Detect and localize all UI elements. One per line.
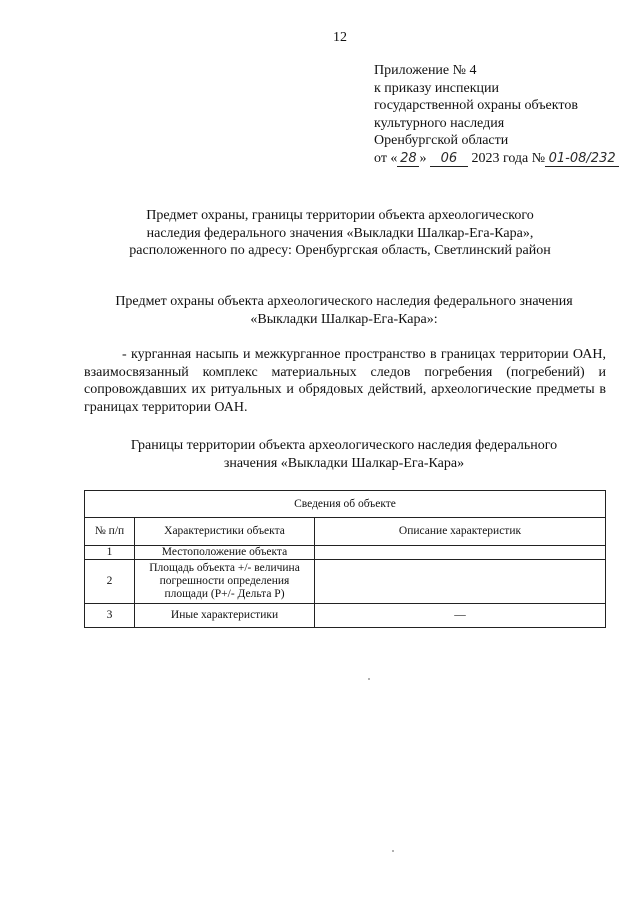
- row-description: [315, 560, 606, 604]
- appendix-line: Приложение № 4: [374, 63, 477, 78]
- row-number: 3: [85, 604, 135, 628]
- appendix-line: культурного наследия: [374, 115, 505, 131]
- table-caption-row: [85, 491, 606, 518]
- boundaries-heading: [84, 437, 604, 472]
- scan-speck: [392, 850, 394, 852]
- appendix-line: Оренбургской области: [374, 133, 509, 149]
- appendix-line: к приказу инспекции: [374, 80, 500, 96]
- boundaries-heading-line: Границы территории объекта археологического наследия федерального: [130, 438, 558, 453]
- title-line: Предмет охраны, границы территории объекта археологического: [146, 208, 534, 223]
- table-row: [85, 560, 606, 604]
- row-number: 1: [85, 546, 135, 560]
- row-description: [315, 546, 606, 560]
- row-description: —: [315, 604, 606, 628]
- appendix-line: государственной охраны объектов: [374, 98, 578, 114]
- table-header-row: [85, 518, 606, 546]
- document-title: [90, 207, 590, 260]
- protection-paragraph: [84, 346, 606, 416]
- header-characteristic: Характеристики объекта: [135, 518, 315, 546]
- appendix-block: [374, 62, 619, 168]
- subtitle-line: «Выкладки Шалкар-Ега-Кара»:: [250, 311, 438, 327]
- header-number: № п/п: [85, 518, 135, 546]
- table-caption: Сведения об объекте: [85, 491, 606, 518]
- page-number: 12: [333, 30, 347, 45]
- date-mid: »: [419, 150, 427, 166]
- header-description: Описание характеристик: [315, 518, 606, 546]
- date-year: 2023 года №: [471, 150, 546, 166]
- row-characteristic: Иные характеристики: [135, 604, 315, 628]
- date-month: 06: [430, 152, 468, 167]
- date-prefix: от «: [374, 150, 398, 166]
- date-day: 28: [397, 152, 419, 167]
- order-date-line: [374, 150, 619, 168]
- table-row: [85, 604, 606, 628]
- protection-text: - курганная насыпь и межкурганное пространство в границах территории ОАН, взаимосвязанный комплекс материальных следов погребения (погребений) и сопровождавших их ритуальных и обрядовых действий, археологические предметы в границах территории ОАН.: [84, 347, 606, 415]
- row-number: 2: [85, 560, 135, 604]
- scan-speck: [368, 678, 370, 680]
- table-row: [85, 546, 606, 560]
- boundaries-heading-line: значения «Выкладки Шалкар-Ега-Кара»: [223, 455, 465, 471]
- row-characteristic: Местоположение объекта: [135, 546, 315, 560]
- order-number: 01-08/232: [545, 152, 619, 167]
- title-line: наследия федерального значения «Выкладки Шалкар-Ега-Кара»,: [146, 225, 534, 241]
- protection-subject-heading: [84, 293, 604, 328]
- title-line: расположенного по адресу: Оренбургская область, Светлинский район: [129, 243, 551, 259]
- subtitle-line: Предмет охраны объекта археологического наследия федерального значения: [115, 294, 573, 309]
- object-info-table: [84, 490, 606, 628]
- row-characteristic: Площадь объекта +/- величина погрешности определения площади (P+/- Дельта P): [135, 560, 315, 604]
